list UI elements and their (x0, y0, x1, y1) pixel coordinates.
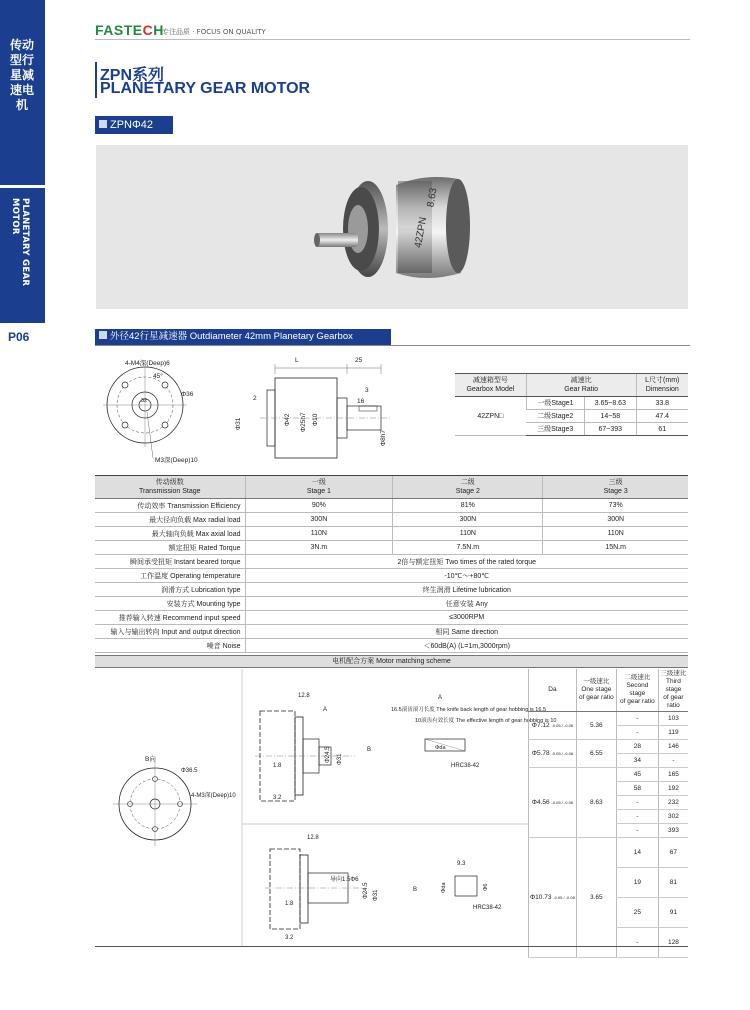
da-cell (529, 838, 577, 958)
spec-header-stage2-en: Stage 2 (455, 488, 480, 495)
label-holes-b: 4-M3深(Deep)10 (191, 793, 236, 799)
spec-label: 推荐输入转速 Recommend input speed (95, 611, 245, 625)
spec-label: 瞬间承受扭矩 Instant beared torque (95, 555, 245, 569)
label-b-bottom: B (413, 887, 418, 893)
label-d245-top: Φ24.5 (325, 746, 331, 763)
sidebar-category-en: PLANETARY GEAR MOTOR (10, 198, 30, 287)
page-title: PLANETARY GEAR MOTOR (100, 80, 311, 97)
gearbox-model-cell: 42ZPN□ (455, 397, 526, 436)
label-d128-top: 12.8 (298, 693, 310, 699)
stage3-cell: 81 (658, 868, 688, 898)
motor-header-stage1-en2: of gear ratio (579, 694, 614, 701)
label-angle: 45° (153, 373, 163, 380)
ratio-cell: 3.65~8.63 (585, 397, 636, 410)
label-da-top: Φda (435, 745, 446, 751)
sidebar-category-cn: 传动型行星减速电机 (10, 38, 35, 112)
stage3-cell: 128 (658, 928, 688, 958)
table-row (529, 712, 689, 726)
label-dim16: 16 (357, 398, 365, 405)
stage2-cell: - (616, 726, 658, 740)
ratio-header-ratio-cn: 减速比 (570, 377, 592, 384)
label-d10: Φ10 (312, 413, 319, 426)
label-view-b: B向 (145, 756, 156, 763)
stage-cell: 二级Stage2 (526, 410, 584, 423)
page-number: P06 (8, 330, 30, 344)
stage-cell: 三级Stage3 (526, 423, 584, 436)
label-pcd: Φ36 (181, 391, 194, 398)
dimension-cell: 61 (636, 423, 688, 436)
spec-header-stage (95, 476, 245, 499)
motor-header-stage2 (616, 669, 658, 712)
section-title-bar (95, 329, 391, 345)
label-hrc-top: HRC38-42 (451, 763, 480, 769)
stage2-cell: - (616, 796, 658, 810)
da-cell (529, 740, 577, 768)
spec-value: ≤3000RPM (245, 611, 688, 625)
label-pcd-b: Φ36.5 (181, 768, 198, 774)
table-row (95, 541, 688, 555)
da-value: Φ4.56 (531, 799, 550, 806)
stage3-cell: 119 (658, 726, 688, 740)
ratio-header-ratio-en: Gear Ratio (564, 386, 599, 393)
label-d42: Φ42 (284, 413, 291, 426)
motor-matching-table (528, 669, 688, 958)
motor-header-stage3-en: Third stage (665, 678, 682, 693)
spec-header-stage-en: Transmission Stage (138, 488, 201, 495)
ratio-header-model-en: Gearbox Model (466, 386, 515, 393)
spec-value: 73% (543, 499, 688, 513)
motor-header-stage3-cn: 三级速比 (660, 670, 687, 677)
spec-value: 110N (393, 527, 543, 541)
spec-label: 最大径向负载 Max radial load (95, 513, 245, 527)
label-d8: Φ8h7 (380, 429, 387, 446)
ratio-header-model-cn: 减速箱型号 (472, 377, 508, 384)
label-dim2: 2 (253, 395, 257, 402)
ratio-header-model (455, 374, 526, 397)
gearbox-dimension-svg (95, 350, 435, 470)
badge-square-icon (99, 120, 107, 128)
spec-value: 90% (245, 499, 393, 513)
label-guide: 导向1.5Φ6 (330, 877, 359, 883)
motor-matching-title: 电机配合方案 Motor matching scheme (95, 655, 688, 668)
spec-label: 最大轴向负载 Max axial load (95, 527, 245, 541)
label-len25: 25 (355, 357, 363, 364)
label-mount-holes: 4-M4深(Deep)6 (125, 360, 170, 367)
label-d6: Φ6 (483, 883, 489, 891)
section-divider (95, 345, 690, 346)
gear-ratio-table (455, 373, 688, 436)
stage3-cell: 146 (658, 740, 688, 754)
spec-header-stage-cn: 传动级数 (155, 479, 184, 486)
motor-header-stage2-en: Second stage (626, 682, 649, 697)
motor-header-stage1 (576, 669, 616, 712)
label-d31-bottom: Φ31 (373, 889, 379, 901)
bottom-divider (95, 946, 688, 947)
title-accent-bar (95, 62, 97, 98)
spec-label: 输入与输出转向 Input and output direction (95, 625, 245, 639)
spec-header-stage1-en: Stage 1 (306, 488, 331, 495)
spec-header-stage2-cn: 二级 (460, 479, 475, 486)
label-d31: Φ31 (235, 417, 242, 430)
spec-value: 110N (543, 527, 688, 541)
da-tolerance: -0.05 / -0.08 (551, 800, 574, 805)
spec-value: 终生润滑 Lifetime lubrication (245, 583, 688, 597)
brand-logo (95, 22, 164, 38)
label-a-top: A (323, 707, 328, 713)
label-d25: Φ25h7 (300, 412, 307, 432)
label-d18-bottom: 1.8 (285, 901, 294, 907)
spec-label: 噪音 Noise (95, 639, 245, 653)
gear-motor-illustration (96, 145, 688, 309)
sidebar (0, 0, 48, 1010)
da-tolerance: -0.05 / -0.08 (553, 895, 575, 900)
stage3-cell: - (658, 754, 688, 768)
stage1-cell: 6.55 (576, 740, 616, 768)
front-view (103, 359, 198, 464)
dimension-cell: 47.4 (636, 410, 688, 423)
header-slogan: 专注品质 · FOCUS ON QUALITY (162, 28, 266, 36)
table-row (95, 513, 688, 527)
label-d32-bottom: 3.2 (285, 935, 294, 941)
label-hob-effective: 10滚齿有效长度 The effective length of gear hobbing is 10 (415, 718, 557, 724)
dimension-drawing (95, 350, 435, 470)
da-value: Φ5.78 (531, 750, 550, 757)
ratio-cell: 14~58 (585, 410, 636, 423)
table-row (95, 499, 688, 513)
da-value: Φ7.12 (531, 722, 550, 729)
stage-cell: 一级Stage1 (526, 397, 584, 410)
motor-side-view-top (255, 693, 556, 801)
stage3-cell: 393 (658, 824, 688, 838)
stage2-cell: 25 (616, 898, 658, 928)
model-badge-label: ZPNΦ42 (110, 119, 154, 131)
stage3-cell: 67 (658, 838, 688, 868)
stage3-cell: 192 (658, 782, 688, 796)
label-center-hole: M3深(Deep)10 (155, 457, 198, 464)
spec-value: 81% (393, 499, 543, 513)
spec-value: 相同 Same direction (245, 625, 688, 639)
label-hob-note: 16.5滚齿滚刀长度 The knife back length of gear hobbing is 16.5 (391, 707, 547, 713)
spec-value: 300N (543, 513, 688, 527)
motor-header-stage3 (658, 669, 688, 712)
table-row (95, 597, 688, 611)
table-row (95, 639, 688, 653)
motor-header-stage2-en2: of gear ratio (620, 698, 655, 705)
label-32: 32 (141, 398, 148, 404)
spec-header-stage3-cn: 三级 (608, 479, 623, 486)
spec-value: 300N (393, 513, 543, 527)
stage2-cell: 19 (616, 868, 658, 898)
ratio-header-dimension-cn: L尺寸(mm) (645, 377, 680, 384)
spec-label: 传动效率 Transmission Efficiency (95, 499, 245, 513)
table-row (95, 625, 688, 639)
table-row (95, 569, 688, 583)
label-da-bottom: Φda (441, 882, 447, 893)
motor-side-view-bottom (265, 835, 502, 941)
stage1-cell: 5.36 (576, 712, 616, 740)
stage3-cell: 165 (658, 768, 688, 782)
ratio-header-dimension (636, 374, 688, 397)
da-tolerance: -0.05 / -0.08 (551, 723, 574, 728)
spec-label: 工作温度 Operating temperature (95, 569, 245, 583)
stage3-cell: 91 (658, 898, 688, 928)
motor-header-stage2-cn: 二级速比 (624, 674, 651, 681)
table-row (455, 397, 688, 410)
stage3-cell: 103 (658, 712, 688, 726)
motor-header-stage1-en: One stage (581, 686, 612, 693)
spec-header-stage2 (393, 476, 543, 499)
da-cell (529, 712, 577, 740)
stage2-cell: - (616, 824, 658, 838)
photo-label-model: 42ZPN (412, 216, 430, 249)
label-L: L (295, 357, 299, 364)
logo-text-left: FASTE (95, 22, 143, 38)
stage3-cell: 302 (658, 810, 688, 824)
header-divider (95, 39, 690, 40)
spec-header-stage1 (245, 476, 393, 499)
table-row (95, 527, 688, 541)
ratio-table-header (455, 374, 688, 397)
spec-header-stage3-en: Stage 3 (603, 488, 628, 495)
table-row (95, 583, 688, 597)
stage3-cell: 232 (658, 796, 688, 810)
side-view (235, 357, 390, 458)
stage2-cell: 14 (616, 838, 658, 868)
spec-label: 安装方式 Mounting type (95, 597, 245, 611)
label-b-top: B (367, 747, 372, 753)
spec-label: 额定扭矩 Rated Torque (95, 541, 245, 555)
section-square-icon (99, 331, 107, 339)
ratio-header-ratio (526, 374, 636, 397)
logo-text-c: C (142, 22, 154, 38)
label-dim3: 3 (365, 387, 369, 394)
label-d245-bottom: Φ24.5 (363, 882, 369, 899)
series-title: ZPN系列 (100, 67, 165, 84)
stage2-cell: 34 (616, 754, 658, 768)
stage2-cell: - (616, 928, 658, 958)
da-value: Φ10.73 (530, 894, 552, 901)
spec-table (95, 475, 688, 653)
stage2-cell: 28 (616, 740, 658, 754)
spec-value: 110N (245, 527, 393, 541)
stage1-cell: 8.63 (576, 768, 616, 838)
stage2-cell: - (616, 810, 658, 824)
spec-value: ＜60dB(A) (L=1m,3000rpm) (245, 639, 688, 653)
label-d32-top: 3.2 (273, 795, 282, 801)
motor-table-header (529, 669, 689, 712)
label-hrc-bottom: HRC38-42 (473, 905, 502, 911)
spec-value: 任意安装 Any (245, 597, 688, 611)
table-row (95, 555, 688, 569)
label-d93: 9.3 (457, 861, 466, 867)
motor-header-stage1-cn: 一级速比 (583, 678, 610, 685)
stage2-cell: 58 (616, 782, 658, 796)
model-badge (95, 116, 173, 134)
spec-label: 润滑方式 Lubrication type (95, 583, 245, 597)
label-d31-top: Φ31 (337, 753, 343, 765)
section-title: 外径42行星减速器 Outdiameter 42mm Planetary Gearbox (110, 331, 353, 342)
stage2-cell: - (616, 712, 658, 726)
table-row (529, 768, 689, 782)
motor-header-da: Da (529, 669, 577, 712)
spec-value: 2倍与额定扭矩 Two times of the rated torque (245, 555, 688, 569)
table-row (529, 740, 689, 754)
spec-value: 300N (245, 513, 393, 527)
logo-text-right: H (153, 22, 164, 38)
spec-value: 3N.m (245, 541, 393, 555)
spec-header-stage3 (543, 476, 688, 499)
label-d18-top: 1.8 (273, 763, 282, 769)
spec-value: 7.5N.m (393, 541, 543, 555)
table-row (95, 611, 688, 625)
table-row (529, 838, 689, 868)
da-tolerance: -0.05 / -0.08 (551, 751, 574, 756)
spec-header-stage1-cn: 一级 (311, 479, 326, 486)
ratio-header-dimension-en: Dimension (645, 386, 679, 393)
ratio-cell: 67~393 (585, 423, 636, 436)
da-cell (529, 768, 577, 838)
label-a-detail: A (438, 695, 443, 701)
spec-value: 15N.m (543, 541, 688, 555)
photo-label-ratio: 8.63 (425, 187, 440, 209)
dimension-cell: 33.8 (636, 397, 688, 410)
spec-table-header (95, 476, 688, 499)
spec-value: -10℃～+80℃ (245, 569, 688, 583)
product-photo (96, 145, 688, 309)
motor-header-stage3-en2: of gear ratio (663, 694, 684, 709)
b-view (113, 754, 236, 846)
stage1-cell: 3.65 (576, 838, 616, 958)
stage2-cell: 45 (616, 768, 658, 782)
label-d128-bottom: 12.8 (307, 835, 319, 841)
